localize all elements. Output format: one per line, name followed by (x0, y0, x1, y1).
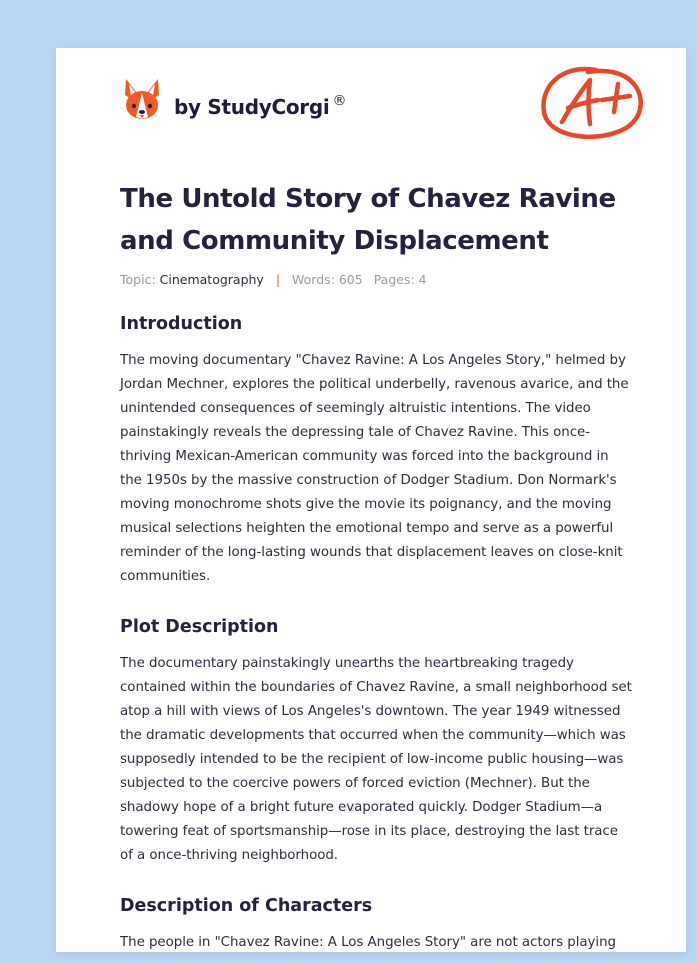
section-body-plot-description: The documentary painstakingly unearths the heartbreaking tragedy contained within the boundaries of Chavez Ravine, a small neighborhood set atop a hill with views of Los Angeles's downtown. The year 1949 witnessed the dramatic developments that occurred when the community—which was supposedly intended to be the recipient of low-income public housing—was subjected to the coercive powers of forced eviction (Mechner). But the shadowy hope of a bright future evaporated quickly. Dodger Stadium—a towering feat of sportsmanship—rose in its place, destroying the last trace of a once-thriving neighborhood. (120, 656, 632, 863)
section-heading-plot-description: Plot Description (120, 617, 279, 637)
section-heading-introduction: Introduction (120, 314, 243, 334)
topic-link[interactable]: Cinematography (159, 272, 264, 287)
topic-label: Topic: (120, 272, 156, 287)
brand-name-text: by StudyCorgi (174, 95, 330, 119)
page-header (56, 48, 686, 168)
section-body-description-of-characters: The people in "Chavez Ravine: A Los Angeles Story" are not actors playing (120, 935, 616, 950)
registered-mark: ® (332, 93, 347, 109)
section-body-introduction: The moving documentary "Chavez Ravine: A Los Angeles Story," helmed by Jordan Mechner, explores the political underbelly, ravenous avarice, and the unintended consequences of seemingly altruistic intentions. The video painstakingly reveals the depressing tale of Chavez Ravine. This once-thriving Mexican-American community was forced into the background in the 1950s by the massive construction of Dodger Stadium. Don Normark's moving monochrome shots give the movie its poignancy, and the moving musical selections heighten the emotional tempo and serve as a powerful reminder of the long-lasting wounds that displacement leaves on close-knit communities. (120, 353, 629, 584)
article (120, 178, 632, 952)
article-meta (120, 272, 632, 287)
corgi-logo-icon[interactable] (122, 77, 162, 121)
grade-badge-icon (538, 62, 648, 144)
word-count: Words: 605 (292, 272, 363, 287)
section-heading-description-of-characters: Description of Characters (120, 896, 373, 916)
article-title: The Untold Story of Chavez Ravine and Community Displacement (120, 184, 616, 256)
meta-separator: | (275, 272, 281, 287)
brand-name[interactable] (174, 95, 346, 119)
document-page (56, 48, 686, 952)
page-count: Pages: 4 (373, 272, 427, 287)
